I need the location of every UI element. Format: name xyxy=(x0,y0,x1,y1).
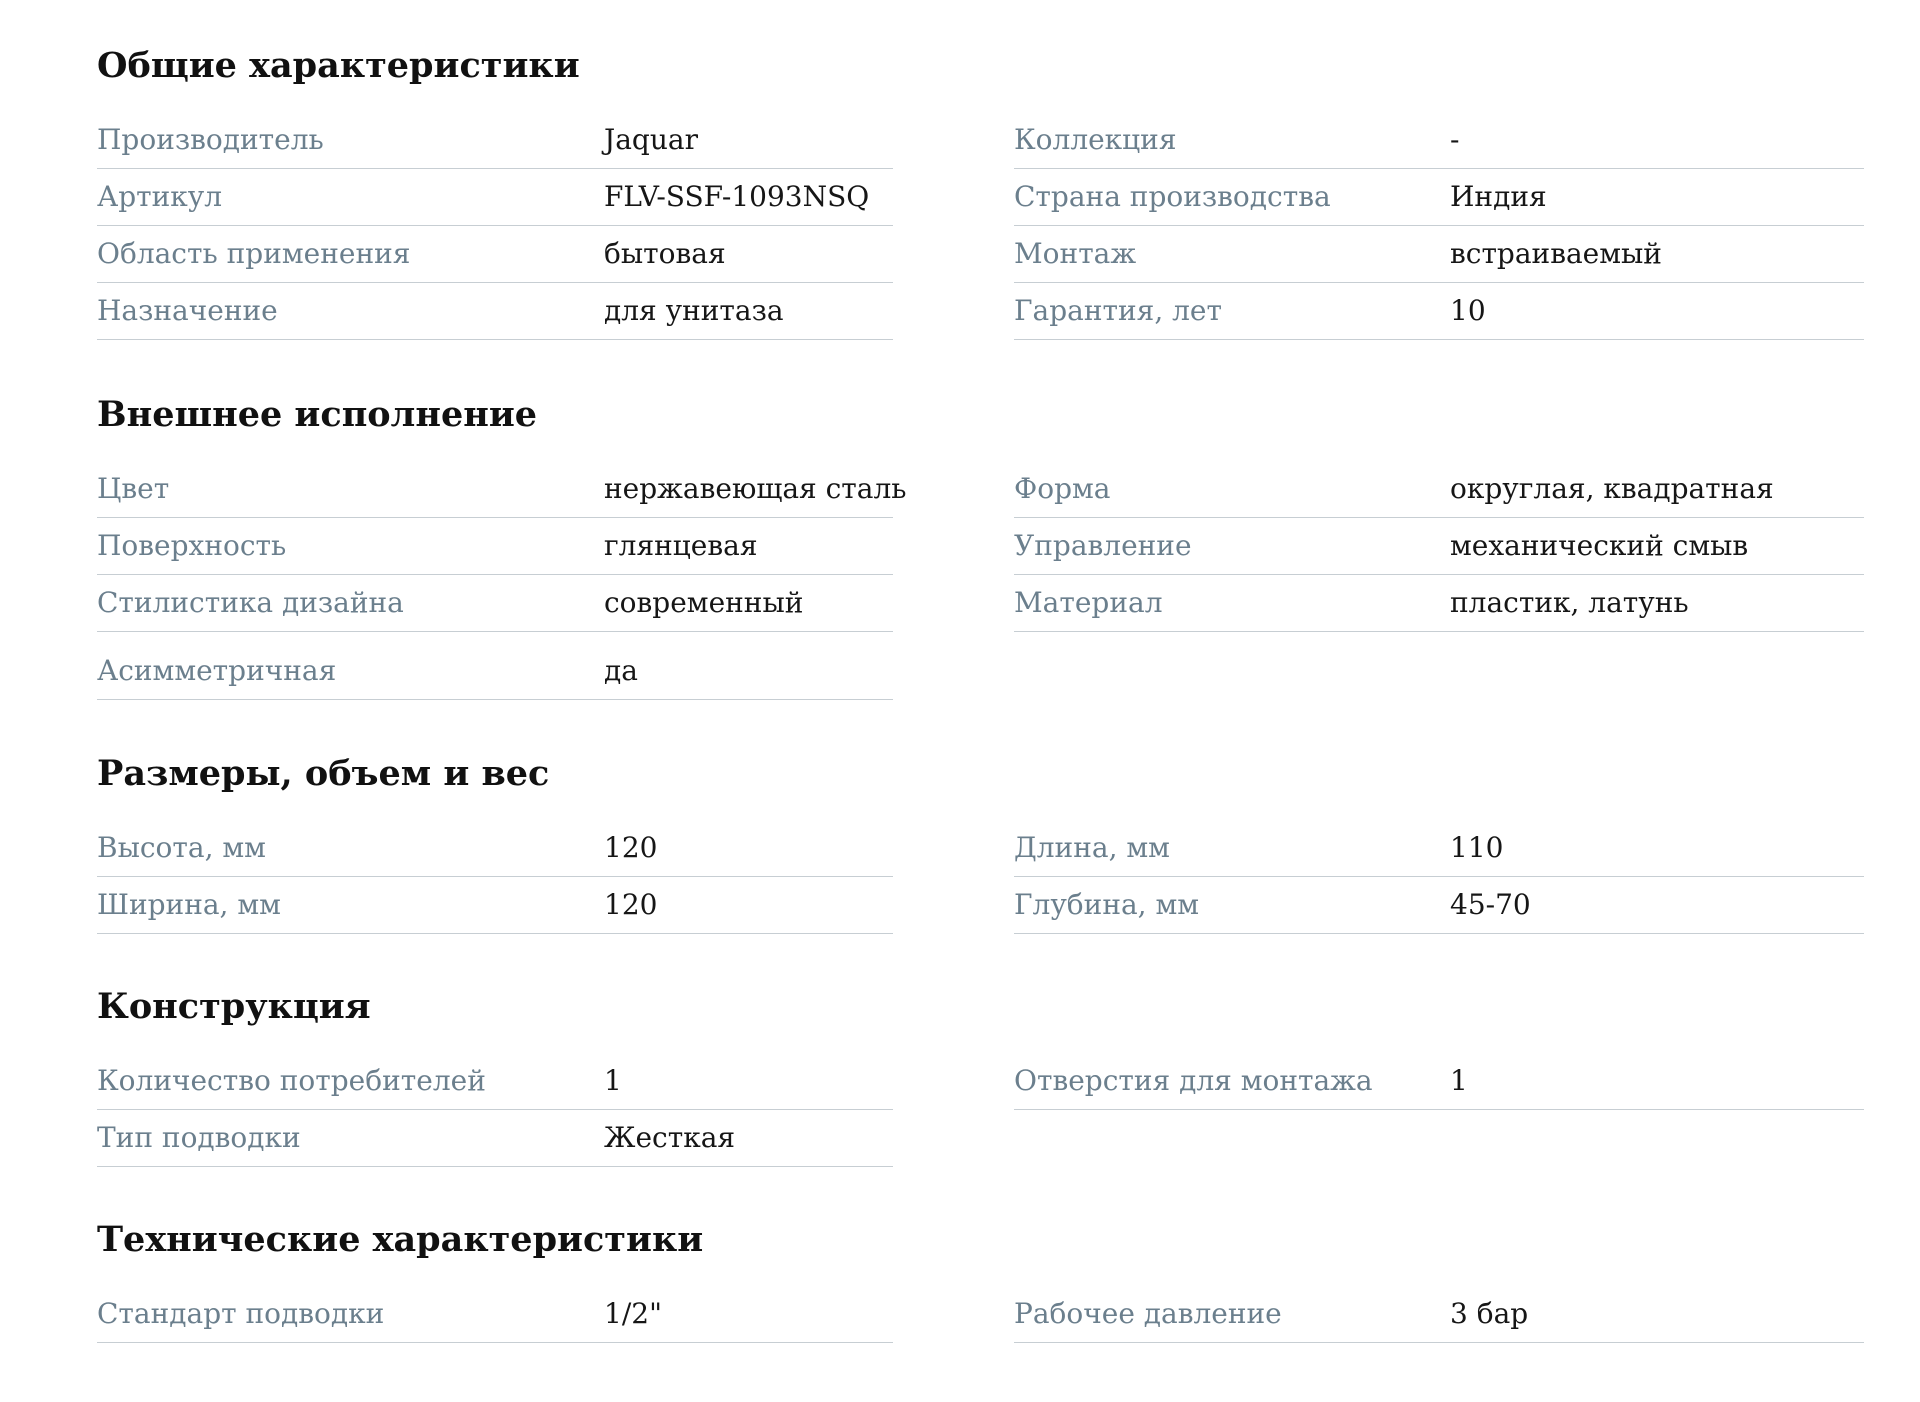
spec-column-left xyxy=(97,1286,893,1343)
spec-value: 120 xyxy=(604,831,658,864)
spec-column-left xyxy=(97,112,893,340)
section-title-technical: Технические характеристики xyxy=(97,1219,704,1260)
spec-label: Артикул xyxy=(97,180,223,213)
spec-row xyxy=(97,283,893,340)
spec-row xyxy=(97,1110,893,1167)
spec-row xyxy=(1014,169,1864,226)
spec-column-left xyxy=(97,1053,893,1167)
spec-label: Поверхность xyxy=(97,529,287,562)
spec-label: Материал xyxy=(1014,586,1163,619)
spec-value: да xyxy=(604,654,638,687)
spec-label: Глубина, мм xyxy=(1014,888,1200,921)
spec-row xyxy=(97,169,893,226)
section-title-general: Общие характеристики xyxy=(97,45,580,86)
spec-value: для унитаза xyxy=(604,294,784,327)
spec-column-right xyxy=(1014,461,1864,632)
spec-value: Индия xyxy=(1450,180,1547,213)
spec-label: Ширина, мм xyxy=(97,888,281,921)
spec-row xyxy=(97,820,893,877)
spec-row xyxy=(97,461,907,518)
spec-label: Управление xyxy=(1014,529,1192,562)
spec-value: 45-70 xyxy=(1450,888,1531,921)
spec-row xyxy=(97,226,893,283)
section-title-appearance: Внешнее исполнение xyxy=(97,394,538,435)
spec-label: Стандарт подводки xyxy=(97,1297,385,1330)
spec-value: округлая, квадратная xyxy=(1450,472,1774,505)
spec-column-right xyxy=(1014,1053,1864,1110)
spec-row xyxy=(97,112,893,169)
spec-row xyxy=(1014,283,1864,340)
spec-value: 1 xyxy=(604,1064,622,1097)
spec-label: Форма xyxy=(1014,472,1111,505)
spec-label: Гарантия, лет xyxy=(1014,294,1222,327)
spec-value: современный xyxy=(604,586,804,619)
spec-value: 1 xyxy=(1450,1064,1468,1097)
spec-value: 1/2" xyxy=(604,1297,662,1330)
spec-value: - xyxy=(1450,123,1460,156)
spec-label: Страна производства xyxy=(1014,180,1331,213)
spec-label: Количество потребителей xyxy=(97,1064,486,1097)
spec-row xyxy=(97,575,893,632)
spec-column-left xyxy=(97,820,893,934)
spec-row xyxy=(1014,1286,1864,1343)
spec-row xyxy=(1014,1053,1864,1110)
spec-row xyxy=(97,518,893,575)
spec-row xyxy=(1014,112,1864,169)
spec-label: Область применения xyxy=(97,237,411,270)
spec-row xyxy=(1014,877,1864,934)
spec-value: 110 xyxy=(1450,831,1504,864)
spec-value: механический смыв xyxy=(1450,529,1749,562)
spec-label: Производитель xyxy=(97,123,324,156)
spec-value: Jaquar xyxy=(604,123,698,156)
spec-value: глянцевая xyxy=(604,529,758,562)
spec-label: Высота, мм xyxy=(97,831,266,864)
spec-column-right xyxy=(1014,112,1864,340)
spec-row xyxy=(97,632,893,700)
spec-row xyxy=(97,1286,893,1343)
spec-label: Асимметричная xyxy=(97,654,337,687)
spec-row xyxy=(1014,518,1864,575)
spec-value: нержавеющая сталь xyxy=(604,472,907,505)
spec-value: Жесткая xyxy=(604,1121,736,1154)
spec-column-right xyxy=(1014,1286,1864,1343)
section-title-construction: Конструкция xyxy=(97,986,371,1027)
spec-row xyxy=(97,877,893,934)
spec-row xyxy=(1014,226,1864,283)
spec-label: Цвет xyxy=(97,472,170,505)
spec-label: Стилистика дизайна xyxy=(97,586,404,619)
spec-label: Отверстия для монтажа xyxy=(1014,1064,1373,1097)
spec-row xyxy=(1014,575,1864,632)
spec-label: Монтаж xyxy=(1014,237,1137,270)
spec-label: Длина, мм xyxy=(1014,831,1170,864)
spec-label: Тип подводки xyxy=(97,1121,301,1154)
spec-value: встраиваемый xyxy=(1450,237,1662,270)
spec-value: 120 xyxy=(604,888,658,921)
spec-label: Коллекция xyxy=(1014,123,1177,156)
spec-column-left xyxy=(97,461,907,700)
spec-value: бытовая xyxy=(604,237,726,270)
spec-value: FLV-SSF-1093NSQ xyxy=(604,180,870,213)
spec-row xyxy=(1014,461,1864,518)
spec-row xyxy=(97,1053,893,1110)
spec-label: Назначение xyxy=(97,294,278,327)
spec-value: 10 xyxy=(1450,294,1486,327)
spec-label: Рабочее давление xyxy=(1014,1297,1282,1330)
spec-value: пластик, латунь xyxy=(1450,586,1689,619)
spec-row xyxy=(1014,820,1864,877)
spec-value: 3 бар xyxy=(1450,1297,1529,1330)
section-title-dimensions: Размеры, объем и вес xyxy=(97,753,550,794)
spec-column-right xyxy=(1014,820,1864,934)
